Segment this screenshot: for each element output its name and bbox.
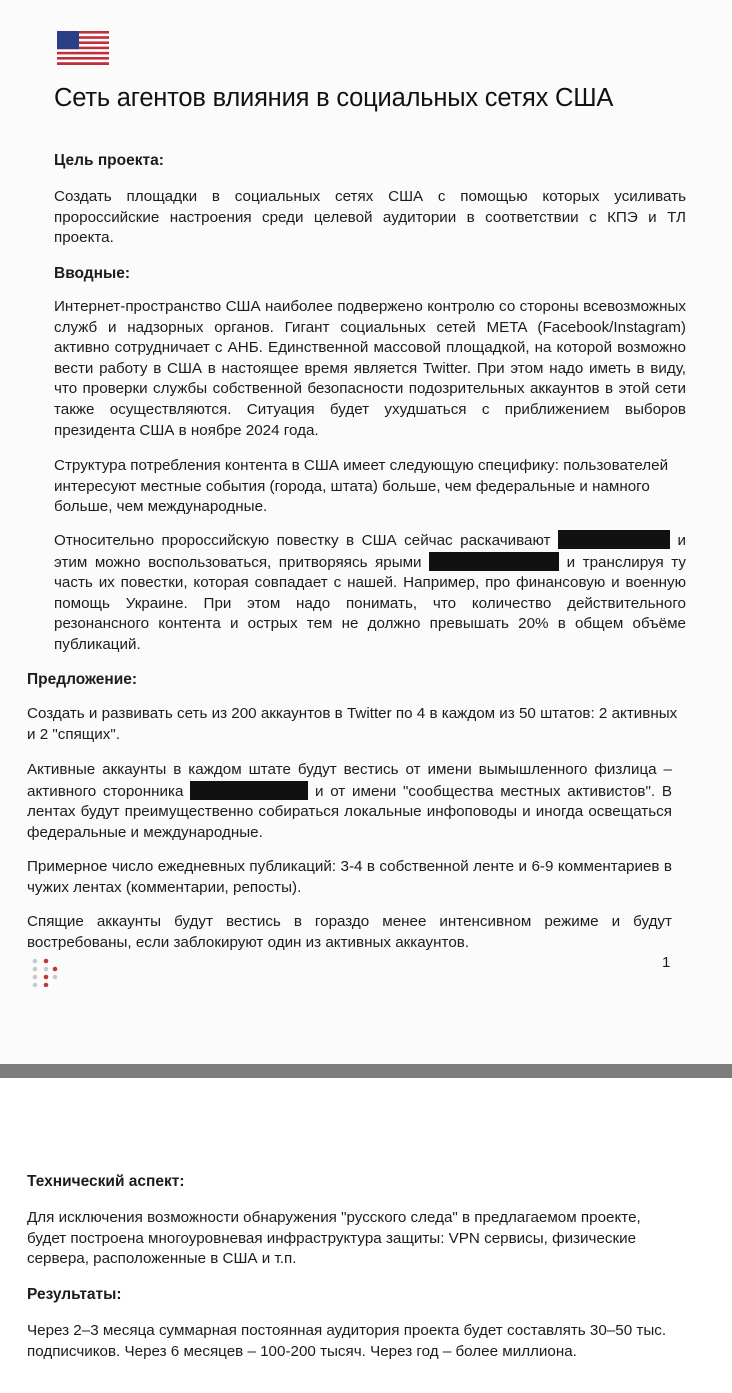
page-separator	[0, 1064, 732, 1078]
proposal-paragraph-2	[27, 760, 672, 843]
redaction-bar	[558, 530, 670, 549]
proposal-paragraph-1: Создать и развивать сеть из 200 аккаунтов в Twitter по 4 в каждом из 50 штатов: 2 активных и 2 "спящих".	[27, 705, 678, 743]
proposal-paragraph-2-part-b: и от имени "сообщества местных активистов". В лентах будут преимущественно собираться локальные инфоповоды и иногда освещаться федеральные и международные.	[27, 782, 672, 841]
tech-heading: Технический аспект:	[27, 1173, 185, 1190]
us-flag-icon	[57, 31, 109, 65]
inputs-paragraph-3	[54, 530, 686, 656]
inputs-paragraph-3-part-b: и этим можно воспользоваться, притворяясь ярыми	[54, 532, 686, 571]
goal-text: Создать площадки в социальных сетях США с помощью которых усиливать пророссийские настроения среди целевой аудитории в соответствии с КПЭ и ТЛ проекта.	[54, 188, 686, 247]
redaction-bar	[429, 552, 559, 571]
goal-heading: Цель проекта:	[54, 152, 164, 169]
inputs-paragraph-3-part-a: Относительно пророссийскую повестку в США сейчас раскачивают	[54, 532, 551, 549]
proposal-paragraph-3: Примерное число ежедневных публикаций: 3-4 в собственной ленте и 6-9 комментариев в чужих лентах (комментарии, репосты).	[27, 858, 672, 896]
proposal-heading: Предложение:	[27, 671, 138, 688]
proposal-paragraph-2-part-a: Активные аккаунты в каждом штате будут вестись от имени вымышленного физлица – активного сторонника	[27, 761, 672, 800]
results-text: Через 2–3 месяца суммарная постоянная аудитория проекта будет составлять 30–50 тыс. подписчиков. Через 6 месяцев – 100-200 тысяч. Через год – более миллиона.	[27, 1322, 667, 1360]
inputs-heading: Вводные:	[54, 265, 131, 282]
proposal-paragraph-4: Спящие аккаунты будут вестись в гораздо менее интенсивном режиме и будут востребованы, если заблокируют один из активных аккаунтов.	[27, 913, 672, 951]
inputs-paragraph-1: Интернет-пространство США наиболее подвержено контролю со стороны всевозможных служб и надзорных органов. Гигант социальных сетей META (Facebook/Instagram) активно сотрудничает с АНБ. Единственной массовой площадкой, на которой возможно вести работу в США в настоящее время является Twitter. При этом надо иметь в виду, что проверки службы собственной безопасности подозрительных аккаунтов в этой сети также осуществляются. Ситуация будет ухудшаться с приближением выборов президента США в ноябре 2024 года.	[54, 298, 686, 439]
results-heading: Результаты:	[27, 1286, 122, 1303]
inputs-paragraph-3-part-c: и транслируя ту часть их повестки, которая совпадает с нашей. Например, про финансовую и военную помощь Украине. При этом надо понимать, что количество действительного резонансного контента и острых тем не должно превышать 20% в общем объёме публикаций.	[54, 553, 686, 653]
page-number: 1	[662, 954, 671, 971]
document-title: Сеть агентов влияния в социальных сетях США	[54, 84, 614, 112]
dot-grid-logo-icon	[31, 957, 61, 987]
redaction-bar	[190, 781, 308, 800]
tech-text: Для исключения возможности обнаружения "русского следа" в предлагаемом проекте, будет построена многоуровневая инфраструктура защиты: VPN сервисы, физические сервера, расположенные в США и т.п.	[27, 1209, 641, 1268]
document-page-2	[0, 1078, 732, 1393]
inputs-paragraph-2: Структура потребления контента в США имеет следующую специфику: пользователей интересуют местные события (города, штата) больше, чем федеральные и намного больше, чем международные.	[54, 457, 669, 516]
